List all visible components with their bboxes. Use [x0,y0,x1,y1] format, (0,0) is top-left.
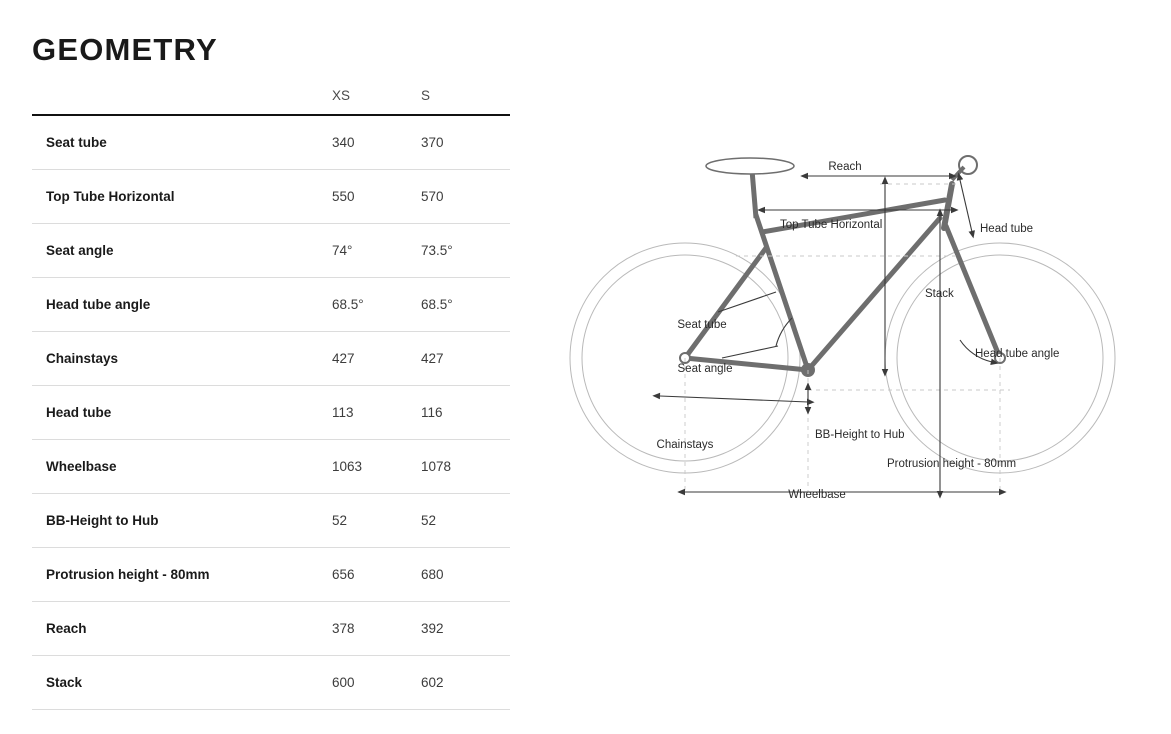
label-seat-tube: Seat tube [677,319,727,331]
page-title: GEOMETRY [32,32,218,67]
table-row [32,386,510,440]
row-value-xs: 427 [332,332,421,386]
row-label: BB-Height to Hub [32,494,332,548]
row-value-xs: 340 [332,115,421,170]
label-seat-angle: Seat angle [677,363,733,375]
head-tube-arrow [960,180,972,232]
seatstay [685,248,766,358]
label-chainstays: Chainstays [656,439,714,451]
label-head-tube-angle: Head tube angle [975,348,1060,360]
row-label: Reach [32,602,332,656]
row-value-xs: 1063 [332,440,421,494]
row-value-xs: 52 [332,494,421,548]
label-bb-height-to-hub: BB-Height to Hub [815,429,905,441]
row-value-s: 680 [421,548,510,602]
table-row [32,224,510,278]
row-value-s: 602 [421,656,510,710]
frame-group [685,184,1000,370]
row-value-s: 427 [421,332,510,386]
diagram-labels [657,161,1060,501]
row-value-xs: 656 [332,548,421,602]
table-row [32,656,510,710]
row-value-s: 116 [421,386,510,440]
column-header-measure [32,88,332,115]
row-value-s: 68.5° [421,278,510,332]
column-header-s: S [421,88,510,115]
table-row [32,278,510,332]
seatpost [752,170,756,218]
row-value-xs: 113 [332,386,421,440]
label-stack: Stack [925,288,954,300]
column-header-xs: XS [332,88,421,115]
row-value-xs: 378 [332,602,421,656]
row-value-xs: 68.5° [332,278,421,332]
saddle [706,158,794,174]
table-header-row [32,88,510,115]
row-value-xs: 550 [332,170,421,224]
table-header [32,88,510,115]
down-tube [808,218,940,370]
label-reach: Reach [828,161,862,173]
row-label: Head tube angle [32,278,332,332]
row-value-s: 570 [421,170,510,224]
row-label: Seat tube [32,115,332,170]
row-label: Top Tube Horizontal [32,170,332,224]
row-value-xs: 600 [332,656,421,710]
row-value-s: 392 [421,602,510,656]
saddle-and-bars [677,156,1005,377]
table-row [32,440,510,494]
row-label: Wheelbase [32,440,332,494]
geometry-table [32,88,510,710]
row-value-s: 73.5° [421,224,510,278]
bicycle-geometry-diagram [540,140,1160,540]
chainstay-arrow [660,396,808,402]
label-top-tube-horizontal: Top Tube Horizontal [780,219,883,231]
row-label: Protrusion height - 80mm [32,548,332,602]
row-label: Head tube [32,386,332,440]
seat-angle-leader [722,346,778,358]
label-wheelbase: Wheelbase [788,489,846,501]
table-row [32,332,510,386]
seat-tube [756,215,808,370]
row-label: Chainstays [32,332,332,386]
table-row [32,494,510,548]
table-row [32,602,510,656]
row-label: Seat angle [32,224,332,278]
table-body [32,115,510,710]
row-value-s: 370 [421,115,510,170]
label-protrusion-height: Protrusion height - 80mm [887,458,1017,470]
label-head-tube: Head tube [980,223,1034,235]
row-label: Stack [32,656,332,710]
row-value-s: 52 [421,494,510,548]
table-row [32,170,510,224]
stem [952,167,964,180]
row-value-s: 1078 [421,440,510,494]
row-value-xs: 74° [332,224,421,278]
table-row [32,548,510,602]
table-row [32,115,510,170]
head-tube [944,184,952,228]
